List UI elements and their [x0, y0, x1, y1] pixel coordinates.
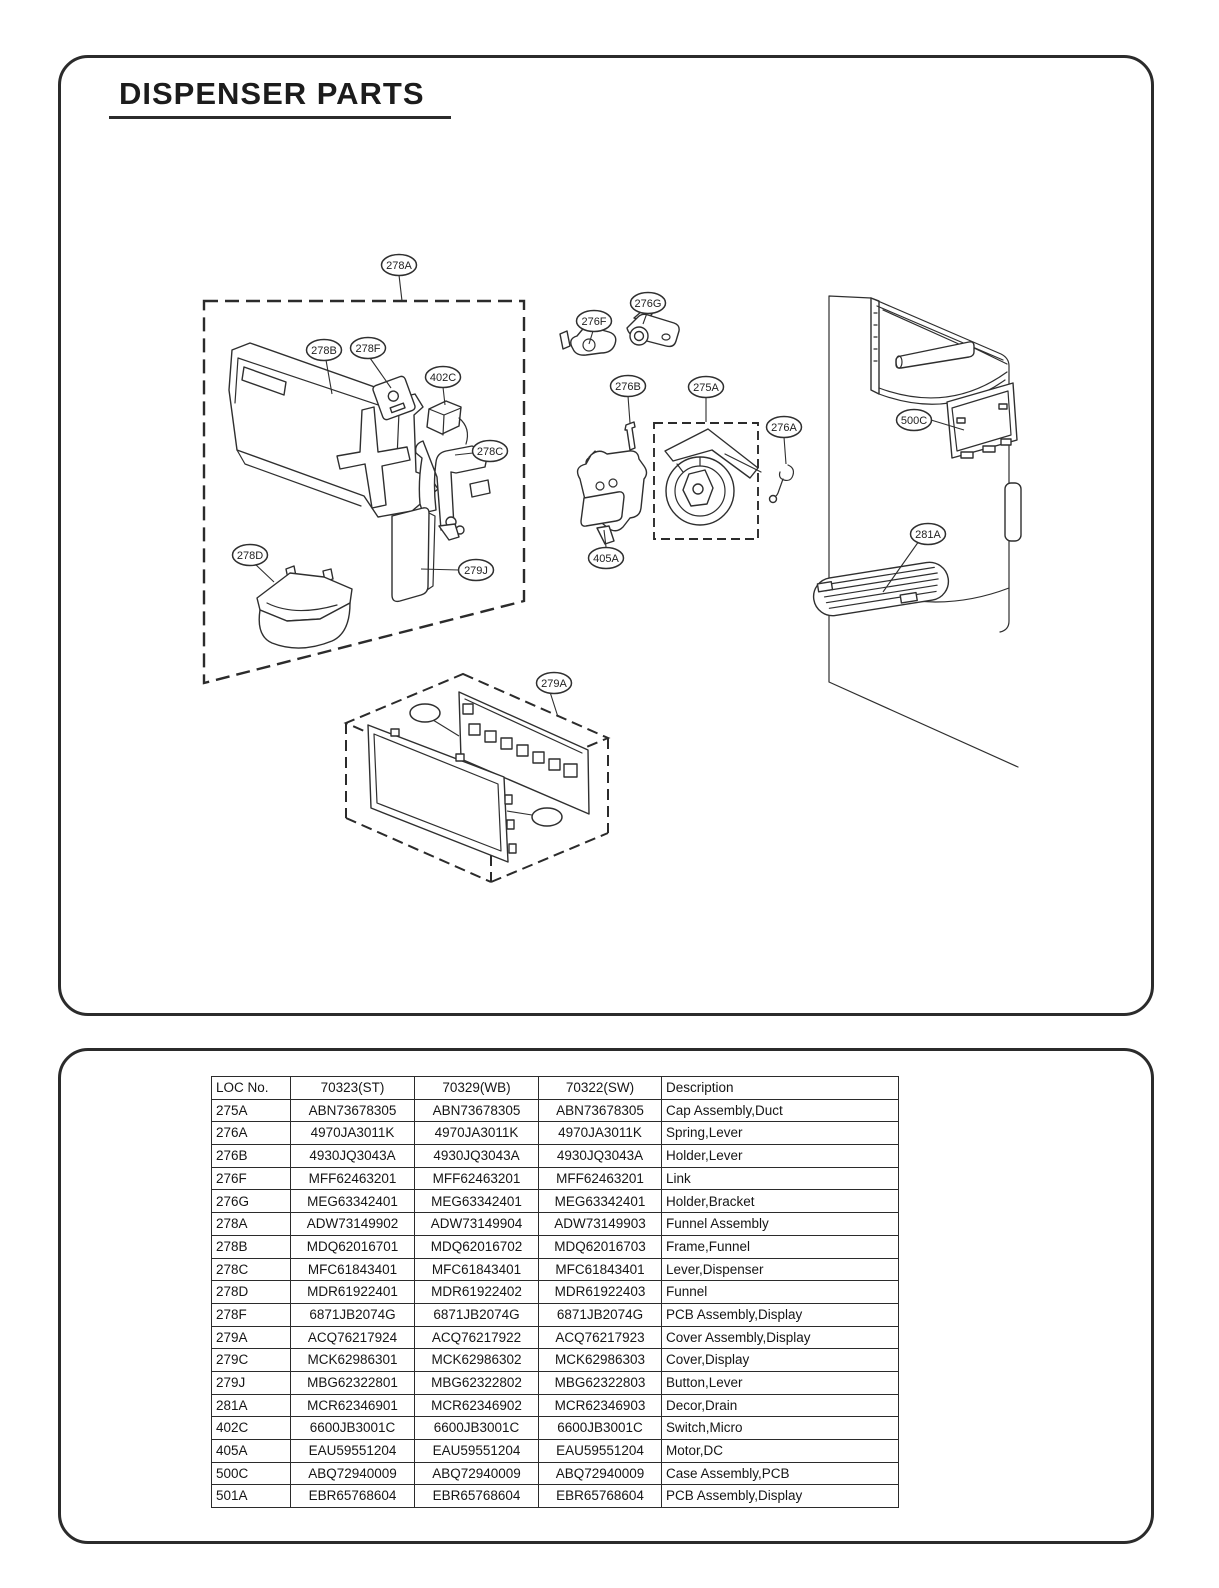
callout-label: 405A: [593, 553, 619, 565]
callout-276A: [767, 417, 802, 438]
part-number-cell: ABN73678305: [415, 1099, 539, 1122]
table-row: [212, 1122, 899, 1145]
part-number-cell: ABQ72940009: [415, 1462, 539, 1485]
loc-cell: 278A: [212, 1213, 291, 1236]
part-number-cell: 6871JB2074G: [291, 1303, 415, 1326]
table-row: [212, 1462, 899, 1485]
part-number-cell: MCK62986301: [291, 1349, 415, 1372]
callout-279A: [537, 673, 572, 694]
part-number-cell: MDR61922401: [291, 1281, 415, 1304]
loc-cell: 279J: [212, 1371, 291, 1394]
part-number-cell: MDQ62016701: [291, 1235, 415, 1258]
spring-lever-part: [770, 465, 794, 503]
description-cell: Holder,Lever: [662, 1145, 899, 1168]
callout-278C: [473, 441, 508, 462]
part-number-cell: 4930JQ3043A: [415, 1145, 539, 1168]
part-number-cell: 4970JA3011K: [539, 1122, 662, 1145]
part-number-cell: EBR65768604: [539, 1485, 662, 1508]
micro-switch-part: [427, 401, 467, 444]
description-cell: Decor,Drain: [662, 1394, 899, 1417]
holder-bracket-part: [627, 311, 679, 346]
table-row: [212, 1213, 899, 1236]
part-number-cell: MDR61922403: [539, 1281, 662, 1304]
callout-label: 276G: [634, 298, 662, 310]
frame-funnel-part: [229, 343, 438, 517]
part-number-cell: EAU59551204: [539, 1440, 662, 1463]
callout-405A: [589, 548, 624, 569]
loc-cell: 279C: [212, 1349, 291, 1372]
description-cell: Switch,Micro: [662, 1417, 899, 1440]
table-row: [212, 1190, 899, 1213]
diagram-panel: [58, 55, 1154, 1016]
part-number-cell: EAU59551204: [415, 1440, 539, 1463]
table-row: [212, 1485, 899, 1508]
callout-label: 500C: [900, 415, 928, 427]
description-cell: Lever,Dispenser: [662, 1258, 899, 1281]
funnel-part: [257, 566, 352, 648]
part-number-cell: 4970JA3011K: [415, 1122, 539, 1145]
column-header: 70322(SW): [539, 1077, 662, 1100]
table-row: [212, 1167, 899, 1190]
column-header: 70329(WB): [415, 1077, 539, 1100]
table-row: [212, 1258, 899, 1281]
callout-label: 278B: [311, 345, 337, 357]
pcb-case-part: [947, 383, 1017, 458]
callout-label: 278F: [355, 343, 381, 355]
part-number-cell: ADW73149904: [415, 1213, 539, 1236]
part-number-cell: MEG63342401: [291, 1190, 415, 1213]
callout-276F: [577, 311, 612, 332]
column-header: 70323(ST): [291, 1077, 415, 1100]
loc-cell: 501A: [212, 1485, 291, 1508]
part-number-cell: 6871JB2074G: [415, 1303, 539, 1326]
part-number-cell: MBG62322801: [291, 1371, 415, 1394]
part-number-cell: MFF62463201: [291, 1167, 415, 1190]
page-title: DISPENSER PARTS: [119, 76, 425, 111]
part-number-cell: MFF62463201: [415, 1167, 539, 1190]
description-cell: PCB Assembly,Display: [662, 1485, 899, 1508]
header-row: [212, 1077, 899, 1100]
callout-275A: [689, 377, 724, 398]
part-number-cell: 4970JA3011K: [291, 1122, 415, 1145]
part-number-cell: MCR62346903: [539, 1394, 662, 1417]
part-number-cell: ABN73678305: [291, 1099, 415, 1122]
callout-276B: [611, 376, 646, 397]
part-number-cell: ABQ72940009: [539, 1462, 662, 1485]
part-number-cell: ADW73149902: [291, 1213, 415, 1236]
parts-table: [211, 1076, 899, 1508]
column-header: Description: [662, 1077, 899, 1100]
loc-cell: 275A: [212, 1099, 291, 1122]
table-row: [212, 1281, 899, 1304]
callout-278B: [307, 340, 342, 361]
part-number-cell: MFC61843401: [415, 1258, 539, 1281]
part-number-cell: MDQ62016702: [415, 1235, 539, 1258]
part-number-cell: 4930JQ3043A: [291, 1145, 415, 1168]
description-cell: PCB Assembly,Display: [662, 1303, 899, 1326]
table-row: [212, 1235, 899, 1258]
part-number-cell: ADW73149903: [539, 1213, 662, 1236]
callout-label: 276A: [771, 422, 797, 434]
column-header: LOC No.: [212, 1077, 291, 1100]
callout-276G: [631, 293, 666, 314]
part-number-cell: MDQ62016703: [539, 1235, 662, 1258]
callout-label: 279J: [464, 565, 488, 577]
description-cell: Cap Assembly,Duct: [662, 1099, 899, 1122]
description-cell: Funnel: [662, 1281, 899, 1304]
callout-label: 276B: [615, 381, 641, 393]
description-cell: Spring,Lever: [662, 1122, 899, 1145]
loc-cell: 278F: [212, 1303, 291, 1326]
callout-500C: [897, 410, 932, 431]
callout-279J: [459, 560, 494, 581]
loc-cell: 405A: [212, 1440, 291, 1463]
part-number-cell: EBR65768604: [291, 1485, 415, 1508]
callout-281A: [911, 524, 946, 545]
part-number-cell: 6600JB3001C: [291, 1417, 415, 1440]
loc-cell: 276F: [212, 1167, 291, 1190]
table-row: [212, 1099, 899, 1122]
callout-278A: [382, 255, 417, 276]
parts-table-panel: [58, 1048, 1154, 1544]
loc-cell: 281A: [212, 1394, 291, 1417]
part-number-cell: MEG63342401: [539, 1190, 662, 1213]
parts-table-body: [212, 1099, 899, 1507]
loc-cell: 279A: [212, 1326, 291, 1349]
part-number-cell: MCK62986303: [539, 1349, 662, 1372]
part-number-cell: MCR62346902: [415, 1394, 539, 1417]
part-number-cell: MBG62322803: [539, 1371, 662, 1394]
loc-cell: 276G: [212, 1190, 291, 1213]
part-number-cell: MFC61843401: [539, 1258, 662, 1281]
callout-278F: [351, 338, 386, 359]
part-number-cell: EAU59551204: [291, 1440, 415, 1463]
empty-callout: [532, 808, 562, 826]
callout-278D: [233, 545, 268, 566]
description-cell: Link: [662, 1167, 899, 1190]
part-number-cell: 6600JB3001C: [539, 1417, 662, 1440]
table-row: [212, 1417, 899, 1440]
part-number-cell: MCK62986302: [415, 1349, 539, 1372]
table-row: [212, 1394, 899, 1417]
callout-402C: [426, 367, 461, 388]
callout-label: 278C: [476, 446, 504, 458]
callout-label: 281A: [915, 529, 941, 541]
button-lever-part: [392, 508, 435, 602]
loc-cell: 278C: [212, 1258, 291, 1281]
loc-cell: 500C: [212, 1462, 291, 1485]
callout-label: 278D: [236, 550, 264, 562]
description-cell: Holder,Bracket: [662, 1190, 899, 1213]
loc-cell: 402C: [212, 1417, 291, 1440]
callout-label: 276F: [581, 316, 607, 328]
part-number-cell: ACQ76217922: [415, 1326, 539, 1349]
table-row: [212, 1145, 899, 1168]
part-number-cell: 4930JQ3043A: [539, 1145, 662, 1168]
part-number-cell: ACQ76217924: [291, 1326, 415, 1349]
description-cell: Button,Lever: [662, 1371, 899, 1394]
description-cell: Motor,DC: [662, 1440, 899, 1463]
part-number-cell: MFC61843401: [291, 1258, 415, 1281]
cap-assembly-duct-part: [654, 423, 761, 539]
callout-label: 278A: [386, 260, 412, 272]
holder-lever-part: [625, 422, 635, 450]
callout-label: 279A: [541, 678, 567, 690]
table-row: [212, 1303, 899, 1326]
table-row: [212, 1349, 899, 1372]
callout-label: 275A: [693, 382, 719, 394]
part-number-cell: MDR61922402: [415, 1281, 539, 1304]
dc-motor-part: [578, 451, 647, 544]
part-number-cell: 6600JB3001C: [415, 1417, 539, 1440]
loc-cell: 278B: [212, 1235, 291, 1258]
description-cell: Cover Assembly,Display: [662, 1326, 899, 1349]
part-number-cell: EBR65768604: [415, 1485, 539, 1508]
empty-callout: [410, 704, 440, 722]
part-number-cell: MFF62463201: [539, 1167, 662, 1190]
loc-cell: 276A: [212, 1122, 291, 1145]
table-row: [212, 1326, 899, 1349]
description-cell: Cover,Display: [662, 1349, 899, 1372]
description-cell: Case Assembly,PCB: [662, 1462, 899, 1485]
part-number-cell: MCR62346901: [291, 1394, 415, 1417]
description-cell: Frame,Funnel: [662, 1235, 899, 1258]
callout-label: 402C: [429, 372, 457, 384]
description-cell: Funnel Assembly: [662, 1213, 899, 1236]
part-number-cell: ACQ76217923: [539, 1326, 662, 1349]
part-number-cell: ABQ72940009: [291, 1462, 415, 1485]
part-number-cell: 6871JB2074G: [539, 1303, 662, 1326]
table-row: [212, 1440, 899, 1463]
parts-table-head: [212, 1077, 899, 1100]
table-row: [212, 1371, 899, 1394]
part-number-cell: ABN73678305: [539, 1099, 662, 1122]
exploded-diagram: [61, 58, 1151, 1013]
loc-cell: 278D: [212, 1281, 291, 1304]
part-number-cell: MBG62322802: [415, 1371, 539, 1394]
part-number-cell: MEG63342401: [415, 1190, 539, 1213]
loc-cell: 276B: [212, 1145, 291, 1168]
drain-decor-part: [811, 560, 951, 619]
